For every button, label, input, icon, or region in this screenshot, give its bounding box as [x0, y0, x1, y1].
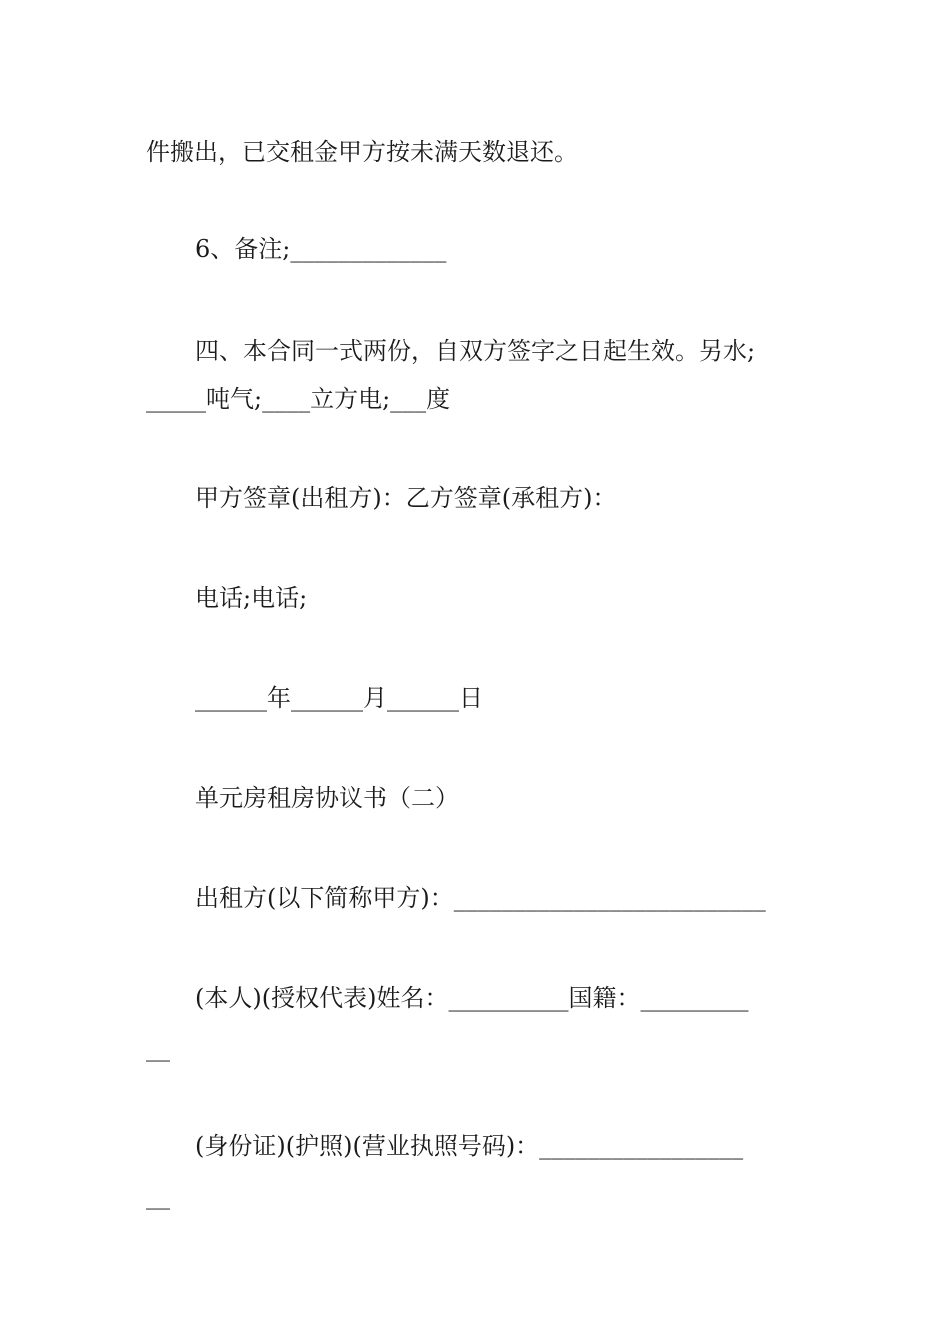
text-line-continuation-2: __ — [146, 1182, 170, 1210]
text-line-remarks: 6、备注;_____________ — [195, 235, 447, 263]
text-line-copies: 四、本合同一式两份，自双方签字之日起生效。另水; — [195, 337, 756, 365]
text-line-signatures: 甲方签章(出租方)：乙方签章(承租方)： — [195, 484, 617, 512]
text-line-date: ______年______月______日 — [195, 684, 483, 712]
text-line-refund: 件搬出，已交租金甲方按未满天数退还。 — [146, 138, 578, 166]
text-line-name-nationality: (本人)(授权代表)姓名：__________国籍：_________ — [195, 984, 749, 1012]
text-line-phones: 电话;电话; — [195, 584, 308, 612]
text-line-utilities: _____吨气;____立方电;___度 — [146, 385, 451, 413]
text-line-lessor: 出租方(以下简称甲方)：__________________________ — [195, 884, 766, 912]
section-title: 单元房租房协议书（二） — [195, 784, 459, 812]
text-line-id-number: (身份证)(护照)(营业执照号码)：_________________ — [195, 1132, 744, 1160]
text-line-continuation-1: __ — [146, 1034, 170, 1062]
